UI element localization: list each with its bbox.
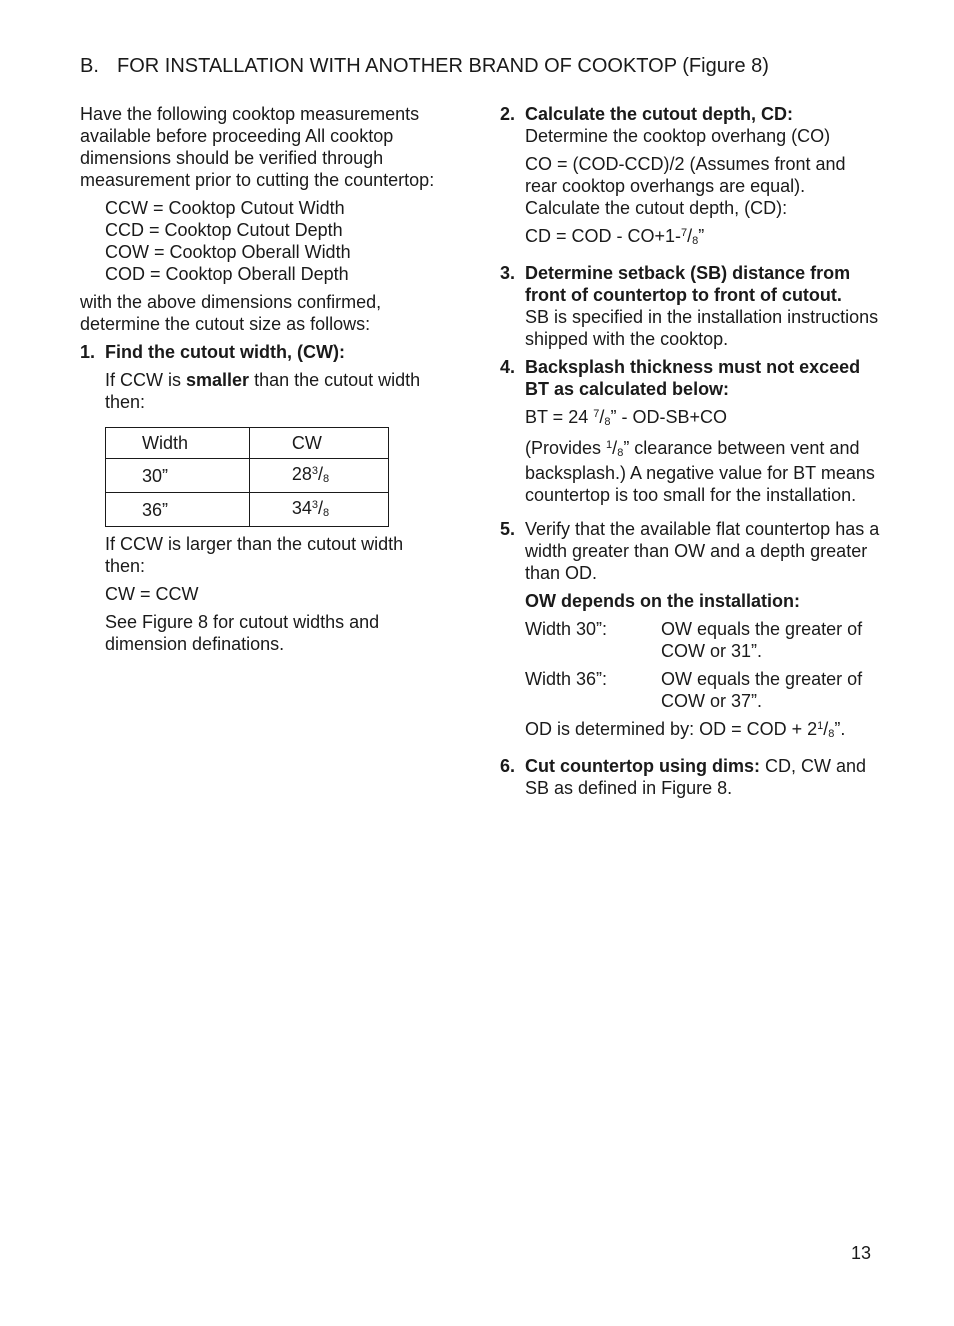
step-number: 5. <box>500 519 516 539</box>
step-number: 6. <box>500 756 516 776</box>
step-title: Find the cutout width, (CW): <box>105 342 345 362</box>
ow-row-30 <box>525 618 880 662</box>
cw-denominator: 8 <box>323 507 330 519</box>
step-title: Calculate the cutout depth, CD: <box>525 104 794 124</box>
smaller-text-post: than the cutout width then: <box>105 370 421 412</box>
step2-line1: Determine the cooktop overhang (CO) <box>525 126 831 146</box>
step-title: Determine setback (SB) distance from front of countertop to front of cutout. <box>525 263 851 305</box>
ow-value: OW equals the greater of COW or 37”. <box>661 669 863 711</box>
cw-denominator: 8 <box>323 473 330 485</box>
bt-denominator: 8 <box>604 416 611 428</box>
bt-numerator: 7 <box>593 408 600 420</box>
step-2 <box>500 103 880 256</box>
provides-denominator: 8 <box>617 447 624 459</box>
smaller-paragraph <box>80 369 448 413</box>
right-column <box>500 103 880 805</box>
step-number: 3. <box>500 263 516 283</box>
provides-post: ” clearance between vent and backsplash.) A negative value for BT means countertop is too small for the installation. <box>525 438 875 505</box>
page-number: 13 <box>851 1243 872 1263</box>
step-title: Backsplash thickness must not exceed BT as calculated below: <box>525 357 861 399</box>
co-formula: CO = (COD-CCD)/2 (Assumes front and rear cooktop overhangs are equal). Calculate the cutout depth, (CD): <box>525 154 846 218</box>
step6-text: CD, CW and SB as defined in Figure 8. <box>525 756 867 798</box>
od-post: ”. <box>834 719 846 739</box>
cd-pre: CD = COD - CO+1- <box>525 226 682 246</box>
cd-denominator: 8 <box>692 235 699 247</box>
table-header-width: Width <box>106 428 250 459</box>
see-figure-paragraph: See Figure 8 for cutout widths and dimension definations. <box>105 612 380 654</box>
step-5 <box>500 518 880 749</box>
ow-row-36 <box>525 668 880 712</box>
provides-numerator: 1 <box>606 439 613 451</box>
ow-value: OW equals the greater of COW or 31”. <box>661 619 863 661</box>
step-number: 1. <box>80 342 96 362</box>
step-title: Cut countertop using dims: <box>525 756 760 776</box>
table-row <box>106 459 389 493</box>
ow-title: OW depends on the installation: <box>525 591 801 611</box>
larger-paragraph: If CCW is larger than the cutout width then: <box>105 534 404 576</box>
cutout-width-table <box>105 427 389 527</box>
step-3 <box>500 262 880 350</box>
cw-formula: CW = CCW <box>105 584 199 604</box>
cw-whole: 28 <box>291 464 312 484</box>
step-6 <box>500 755 880 799</box>
table-cell-cw: $34^3/8$ <box>249 493 388 527</box>
step-number: 2. <box>500 104 516 124</box>
step-4 <box>500 356 880 512</box>
provides-pre: (Provides <box>525 438 602 458</box>
definition-ccd: CCD = Cooktop Cutout Depth <box>105 220 343 240</box>
table-cell-cw: $28^3/8$ <box>249 459 388 493</box>
provides-paragraph: (Provides $^1$/8” clearance between vent and backsplash.) A negative value for BT means countertop is too small for the installation. <box>525 438 875 505</box>
smaller-text-bold: smaller <box>186 370 250 390</box>
definitions-list <box>80 197 448 285</box>
step5-text: Verify that the available flat countertop has a width greater than OW and a depth greater than OD. <box>525 519 880 583</box>
bt-formula: BT = 24 $^7$/8” - OD-SB+CO <box>525 407 728 428</box>
smaller-text-pre: If CCW is <box>105 370 181 390</box>
table-row <box>106 493 389 527</box>
definition-cow: COW = Cooktop Oberall Width <box>105 242 351 262</box>
cw-numerator: 3 <box>311 499 318 511</box>
cw-whole: 34 <box>291 498 312 518</box>
cd-formula: CD = COD - CO+1-$^7$/8” <box>525 226 705 247</box>
step3-text: SB is specified in the installation instructions shipped with the cooktop. <box>525 307 879 349</box>
ow-label: Width 30”: <box>525 619 608 639</box>
section-title: FOR INSTALLATION WITH ANOTHER BRAND OF COOKTOP (Figure 8) <box>117 55 769 77</box>
bt-pre: BT = 24 <box>525 407 589 427</box>
table-cell-width: 30” <box>106 459 250 493</box>
section-letter: B. <box>80 55 99 77</box>
intro-paragraph: Have the following cooktop measurements available before proceeding All cooktop dimensions should be verified through measurement prior to cutting the countertop: <box>80 104 435 190</box>
cd-numerator: 7 <box>681 227 688 239</box>
definition-ccw: CCW = Cooktop Cutout Width <box>105 198 345 218</box>
step-number: 4. <box>500 357 516 377</box>
confirm-paragraph: with the above dimensions confirmed, determine the cutout size as follows: <box>80 292 382 334</box>
cd-post: ” <box>698 226 705 246</box>
ow-label: Width 36”: <box>525 669 608 689</box>
table-header-cw: CW <box>249 428 388 459</box>
od-denominator: 8 <box>828 728 835 740</box>
table-cell-width: 36” <box>106 493 250 527</box>
od-numerator: 1 <box>817 720 824 732</box>
od-pre: OD is determined by: OD = COD + 2 <box>525 719 818 739</box>
section-heading <box>80 53 900 79</box>
bt-post: ” - OD-SB+CO <box>610 407 728 427</box>
table-header-row <box>106 428 389 459</box>
cw-numerator: 3 <box>311 465 318 477</box>
definition-cod: COD = Cooktop Oberall Depth <box>105 264 349 284</box>
od-formula: OD is determined by: OD = COD + $2^1/8$”. <box>525 719 846 740</box>
step-1 <box>80 341 448 363</box>
left-column <box>80 103 448 661</box>
